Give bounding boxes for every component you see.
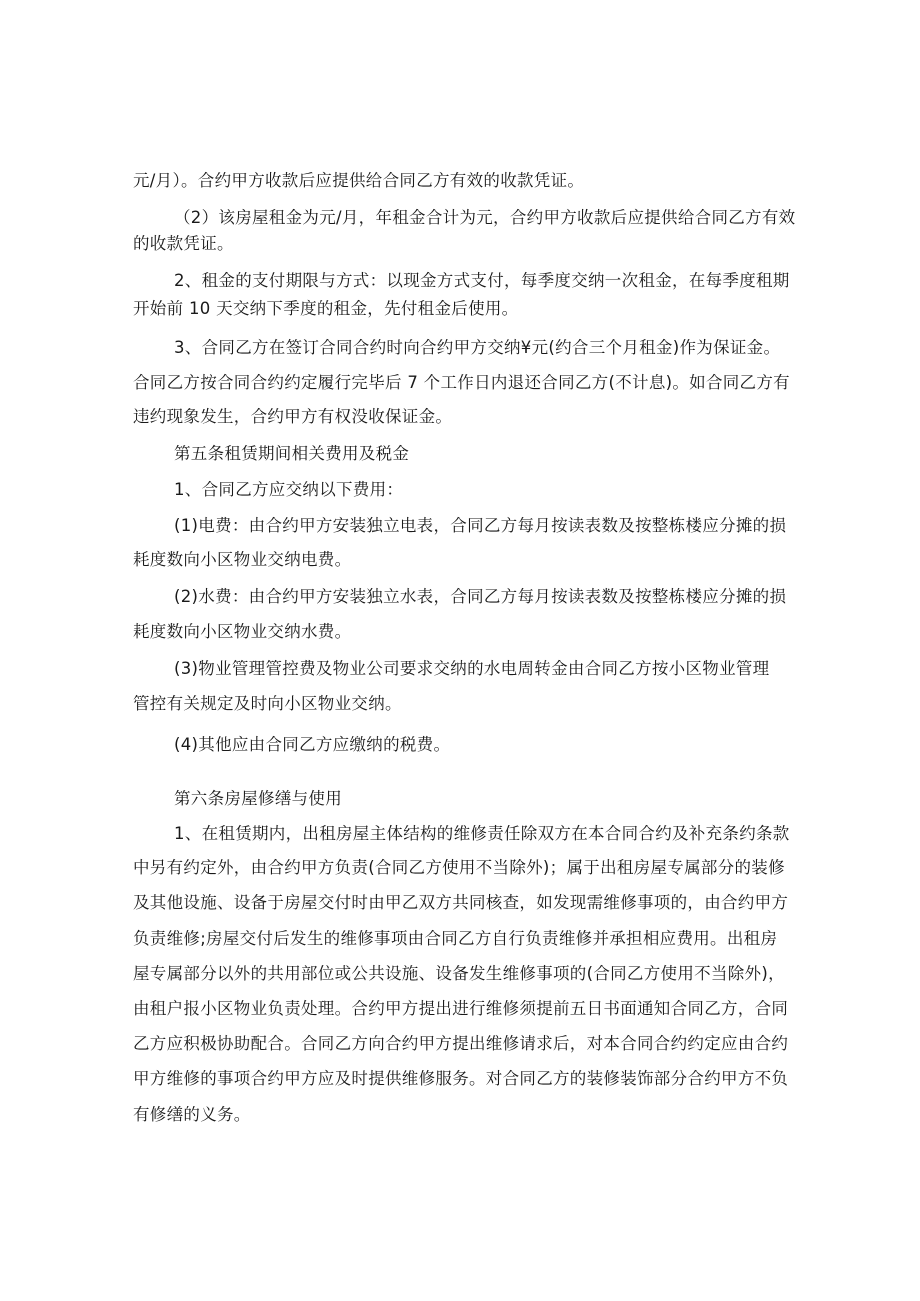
- text-line: 的收款凭证。: [133, 234, 234, 253]
- text-line: 1、在租赁期内，出租房屋主体结构的维修责任除双方在本合同合约及补充条约条款: [174, 824, 790, 843]
- text-line: 管控有关规定及时向小区物业交纳。: [133, 694, 402, 713]
- text-line: (4)其他应由合同乙方应缴纳的税费。: [174, 735, 451, 754]
- text-line: (2)水费：由合约甲方安装独立水表，合同乙方每月按读表数及按整栋楼应分摊的损: [174, 587, 787, 606]
- text-line: 元/月）。合约甲方收款后应提供给合同乙方有效的收款凭证。: [133, 171, 585, 190]
- section-heading: 第五条租赁期间相关费用及税金: [174, 444, 410, 463]
- text-line: 耗度数向小区物业交纳电费。: [133, 550, 352, 569]
- text-line: 由租户报小区物业负责处理。合约甲方提出进行维修须提前五日书面通知合同乙方，合同: [133, 999, 789, 1018]
- text-line: 违约现象发生，合约甲方有权没收保证金。: [133, 407, 453, 426]
- text-line: 甲方维修的事项合约甲方应及时提供维修服务。对合同乙方的装修装饰部分合约甲方不负: [133, 1069, 789, 1088]
- text-line: 2、租金的支付期限与方式：以现金方式支付，每季度交纳一次租金，在每季度租期: [174, 271, 790, 290]
- text-line: 开始前 10 天交纳下季度的租金，先付租金后使用。: [133, 299, 519, 318]
- text-line: 3、合同乙方在签订合同合约时向合约甲方交纳¥元(约合三个月租金)作为保证金。: [174, 338, 781, 357]
- text-line: 乙方应积极协助配合。合同乙方向合约甲方提出维修请求后，对本合同合约约定应由合约: [133, 1034, 789, 1053]
- text-line: 合同乙方按合同合约约定履行完毕后 7 个工作日内退还合同乙方(不计息)。如合同乙方有: [133, 373, 790, 392]
- text-line: 及其他设施、设备于房屋交付时由甲乙双方共同核查，如发现需维修事项的，由合约甲方: [133, 893, 789, 912]
- section-heading: 第六条房屋修缮与使用: [174, 789, 342, 808]
- text-line: (1)电费：由合约甲方安装独立电表，合同乙方每月按读表数及按整栋楼应分摊的损: [174, 516, 787, 535]
- text-line: 屋专属部分以外的共用部位或公共设施、设备发生维修事项的(合同乙方使用不当除外)，: [133, 964, 785, 983]
- text-line: (3)物业管理管控费及物业公司要求交纳的水电周转金由合同乙方按小区物业管理: [174, 659, 770, 678]
- text-line: 有修缮的义务。: [133, 1105, 251, 1124]
- text-line: 耗度数向小区物业交纳水费。: [133, 622, 352, 641]
- text-line: 负责维修;房屋交付后发生的维修事项由合同乙方自行负责维修并承担相应费用。出租房: [133, 929, 778, 948]
- text-line: （2）该房屋租金为元/月，年租金合计为元，合约甲方收款后应提供给合同乙方有效: [174, 208, 796, 227]
- text-line: 中另有约定外，由合约甲方负责(合同乙方使用不当除外)；属于出租房屋专属部分的装修: [133, 858, 785, 877]
- text-line: 1、合同乙方应交纳以下费用：: [174, 480, 404, 499]
